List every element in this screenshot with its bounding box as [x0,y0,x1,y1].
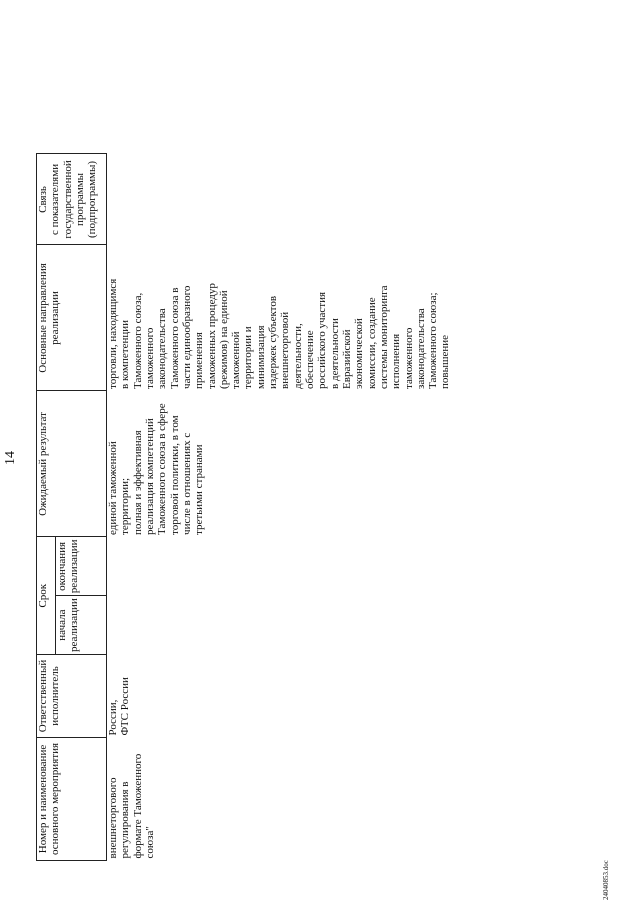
cell-link [107,154,452,245]
cell-end [107,537,452,596]
header-start: начала реализации [56,596,107,655]
cell-directions: торговли, находящимся в компетенции Таможенного союза, таможенного законодательства Таможенного союза в части единообразного применения таможенных процедур (режимов) на единой таможенной территории и минимизация издержек субъектов внешнеторговой деятельности, обеспечение российского участия в деятельности Евразийской экономической комиссии, создание системы мониторинга исполнения таможенного законодательства Таможенного союза; повышение [107,278,452,389]
header-directions: Основные направления реализации [37,245,107,391]
header-executor: Ответственный исполнитель [37,655,107,738]
footer-filename: 24040853.doc [602,860,610,900]
header-end: окончания реализации [56,537,107,596]
table-row [107,154,452,861]
header-measure: Номер и наименование основного мероприятия [37,738,107,861]
header-result: Ожидаемый результат [37,391,107,537]
cell-measure: внешнеторгового регулирования в формате Таможенного союза" [107,753,156,859]
cell-result: единой таможенной территории; полная и эффективная реализация компетенций Таможенного союза в сфере торговой политики, в том числе в отношениях с третьими странами [107,403,206,535]
measures-table [36,153,452,861]
header-term: Срок [37,537,56,655]
cell-executor: России, ФТС России [107,677,132,736]
page-number: 14 [3,451,18,465]
cell-start [107,596,452,655]
header-row-top [37,154,56,861]
header-link: Связь с показателями государственной программы (подпрограммы) [37,154,107,245]
